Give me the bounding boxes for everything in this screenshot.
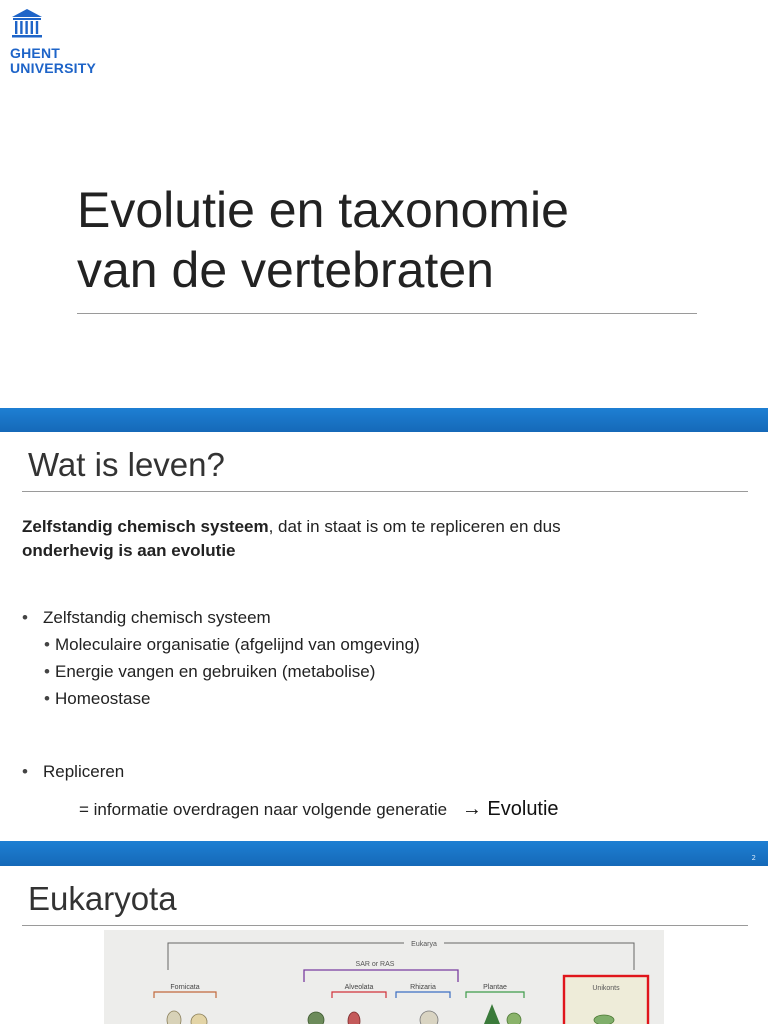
tree-label-unikonts: Unikonts	[592, 985, 620, 992]
bullet-list-chemical-system	[22, 604, 420, 712]
tree-label-rhizaria: Rhizaria	[410, 984, 436, 991]
bullet-repliceren: • Repliceren	[22, 758, 124, 785]
sub-bullet-organisatie: • Moleculaire organisatie (afgelijnd van omgeving)	[22, 631, 420, 658]
phylogenetic-tree-diagram	[104, 930, 664, 1024]
title-underline	[77, 313, 697, 314]
evolution-callout	[462, 798, 559, 820]
slide-separator	[0, 408, 768, 432]
definition-bold-1: Zelfstandig chemisch systeem	[22, 517, 269, 536]
title-slide	[0, 0, 768, 408]
bullet-list-repliceren	[22, 758, 124, 785]
tree-label-plantae: Plantae	[483, 984, 507, 991]
tree-label-sar: SAR or RAS	[355, 961, 395, 968]
replication-detail-text: = informatie overdragen naar volgende generatie	[79, 800, 448, 819]
ghent-university-logo	[10, 8, 97, 76]
tree-label-fornicata: Fornicata	[170, 984, 200, 991]
tree-label-alveolata: Alveolata	[344, 984, 374, 991]
slide-title-rule	[22, 925, 748, 926]
tree-label-eukarya: Eukarya	[411, 941, 437, 948]
right-arrow-icon: →	[461, 798, 482, 820]
slide-separator	[0, 841, 768, 866]
presentation-title	[77, 180, 717, 300]
logo-wordmark	[10, 45, 97, 76]
logo-line-ghent: GHENT	[10, 45, 60, 61]
evolution-label: Evolutie	[487, 798, 559, 820]
bullet-zelfstandig: • Zelfstandig chemisch systeem	[22, 604, 420, 631]
university-building-icon	[10, 8, 44, 40]
definition-line-1	[22, 515, 742, 539]
slide-title: Eukaryota	[28, 880, 177, 917]
slide-title-rule	[22, 491, 748, 492]
definition-bold-2: onderhevig is aan evolutie	[22, 541, 236, 560]
definition-line-2	[22, 539, 742, 563]
slide-title: Wat is leven?	[28, 446, 225, 483]
title-line-2: van de vertebraten	[77, 242, 494, 298]
title-line-1: Evolutie en taxonomie	[77, 182, 569, 238]
sub-bullet-energie: • Energie vangen en gebruiken (metabolise)	[22, 658, 420, 685]
eukaryote-tree-photo	[104, 930, 664, 1024]
definition-rest-1: , dat in staat is om te repliceren en dus	[268, 517, 561, 536]
logo-line-university: UNIVERSITY	[10, 60, 97, 76]
content-slide-eukaryota	[0, 866, 768, 1024]
replication-detail	[79, 797, 559, 822]
organism-illustrations	[167, 1004, 614, 1024]
sub-bullet-homeostase: • Homeostase	[22, 685, 420, 712]
content-slide-wat-is-leven	[0, 432, 768, 841]
definition-paragraph	[22, 515, 742, 563]
slide-number: 2	[751, 854, 756, 862]
